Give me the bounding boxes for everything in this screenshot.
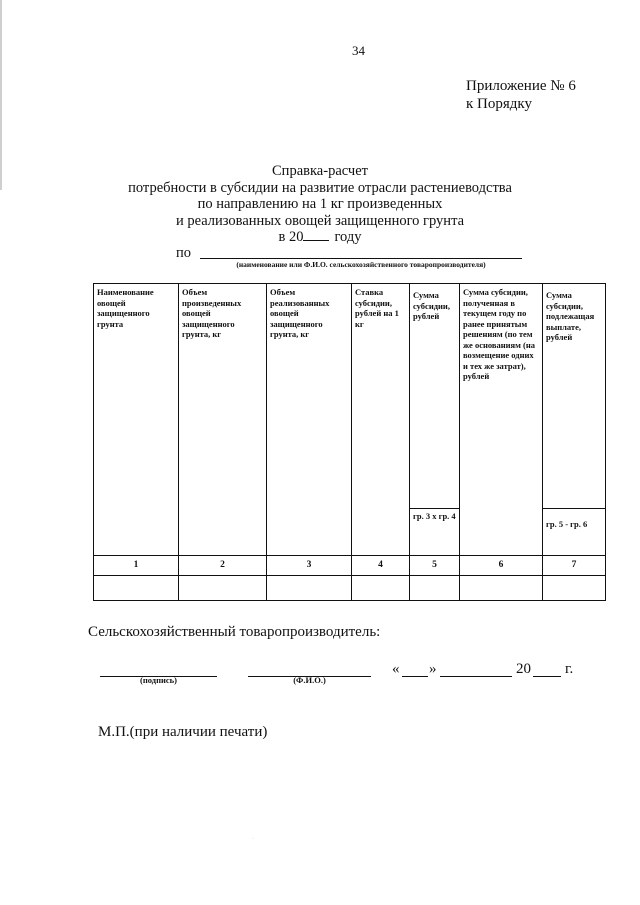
table-cell [94,576,179,601]
formula-col-7: гр. 5 - гр. 6 [543,508,605,555]
year-prefix: в 20 [278,229,304,245]
page-number: 34 [352,43,365,58]
document-title [100,163,540,246]
column-number: 3 [267,556,352,576]
producer-name-line [200,258,522,259]
column-number: 2 [179,556,267,576]
title-line-4: и реализованных овощей защищенного грунта [175,212,465,229]
table-header-row [94,284,606,556]
column-number: 6 [460,556,543,576]
date-year-prefix: 20 [516,661,531,677]
header-cell-7 [543,284,606,556]
header-cell-7-label: Сумма субсидии, подлежащая выплате, рублей [546,290,595,342]
name-caption: (Ф.И.О.) [293,675,326,685]
formula-col-5: гр. 3 х гр. 4 [410,508,459,547]
title-line-1: Справка-расчет [272,163,368,179]
title-year-line [100,229,540,246]
column-number: 4 [352,556,410,576]
calculation-table [93,283,606,601]
table-cell [352,576,410,601]
table-cell [410,576,460,601]
date-month-line [440,676,512,677]
seal-note: М.П.(при наличии печати) [98,724,268,740]
column-number: 1 [94,556,179,576]
column-number: 5 [410,556,460,576]
header-cell-4: Ставка субсидии, рублей на 1 кг [352,284,410,556]
appendix-line-2: к Порядку [466,96,532,112]
producer-name-caption: (наименование или Ф.И.О. сельскохозяйственного товаропроизводителя) [236,260,486,269]
table-cell [179,576,267,601]
table-row [94,576,606,601]
scan-edge-line [0,0,2,190]
producer-label: Сельскохозяйственный товаропроизводитель: [88,624,381,640]
appendix-reference [466,77,576,113]
date-open-quote: « [392,661,400,677]
table-cell [460,576,543,601]
column-number-row [94,556,606,576]
scan-speck: · [252,836,254,842]
date-year-suffix: г. [565,661,574,677]
date-year-line [533,676,561,677]
title-line-3: по направлению на 1 кг произведенных [197,196,443,212]
header-cell-6: Сумма субсидии, полученная в текущем году по ранее принятым решениям (по тем же основаниям (на возмещение одних и тех же затрат), рублей [460,284,543,556]
title-line-2: потребности в субсидии на развитие отрасли растениеводства [128,179,512,196]
column-number: 7 [543,556,606,576]
appendix-line-1: Приложение № 6 [466,78,576,94]
header-cell-5-label: Сумма субсидии, рублей [413,290,450,321]
date-day-line [402,676,428,677]
header-cell-2: Объем произведенных овощей защищенного грунта, кг [179,284,267,556]
header-cell-5 [410,284,460,556]
year-blank [303,240,329,241]
by-label: по [176,245,192,261]
table-cell [543,576,606,601]
signature-caption: (подпись) [140,675,177,685]
year-suffix: году [334,229,362,245]
date-close-quote: » [429,661,437,677]
header-cell-3: Объем реализованных овощей защищенного грунта, кг [267,284,352,556]
header-cell-1: Наименование овощей защищенного грунта [94,284,179,556]
table-cell [267,576,352,601]
